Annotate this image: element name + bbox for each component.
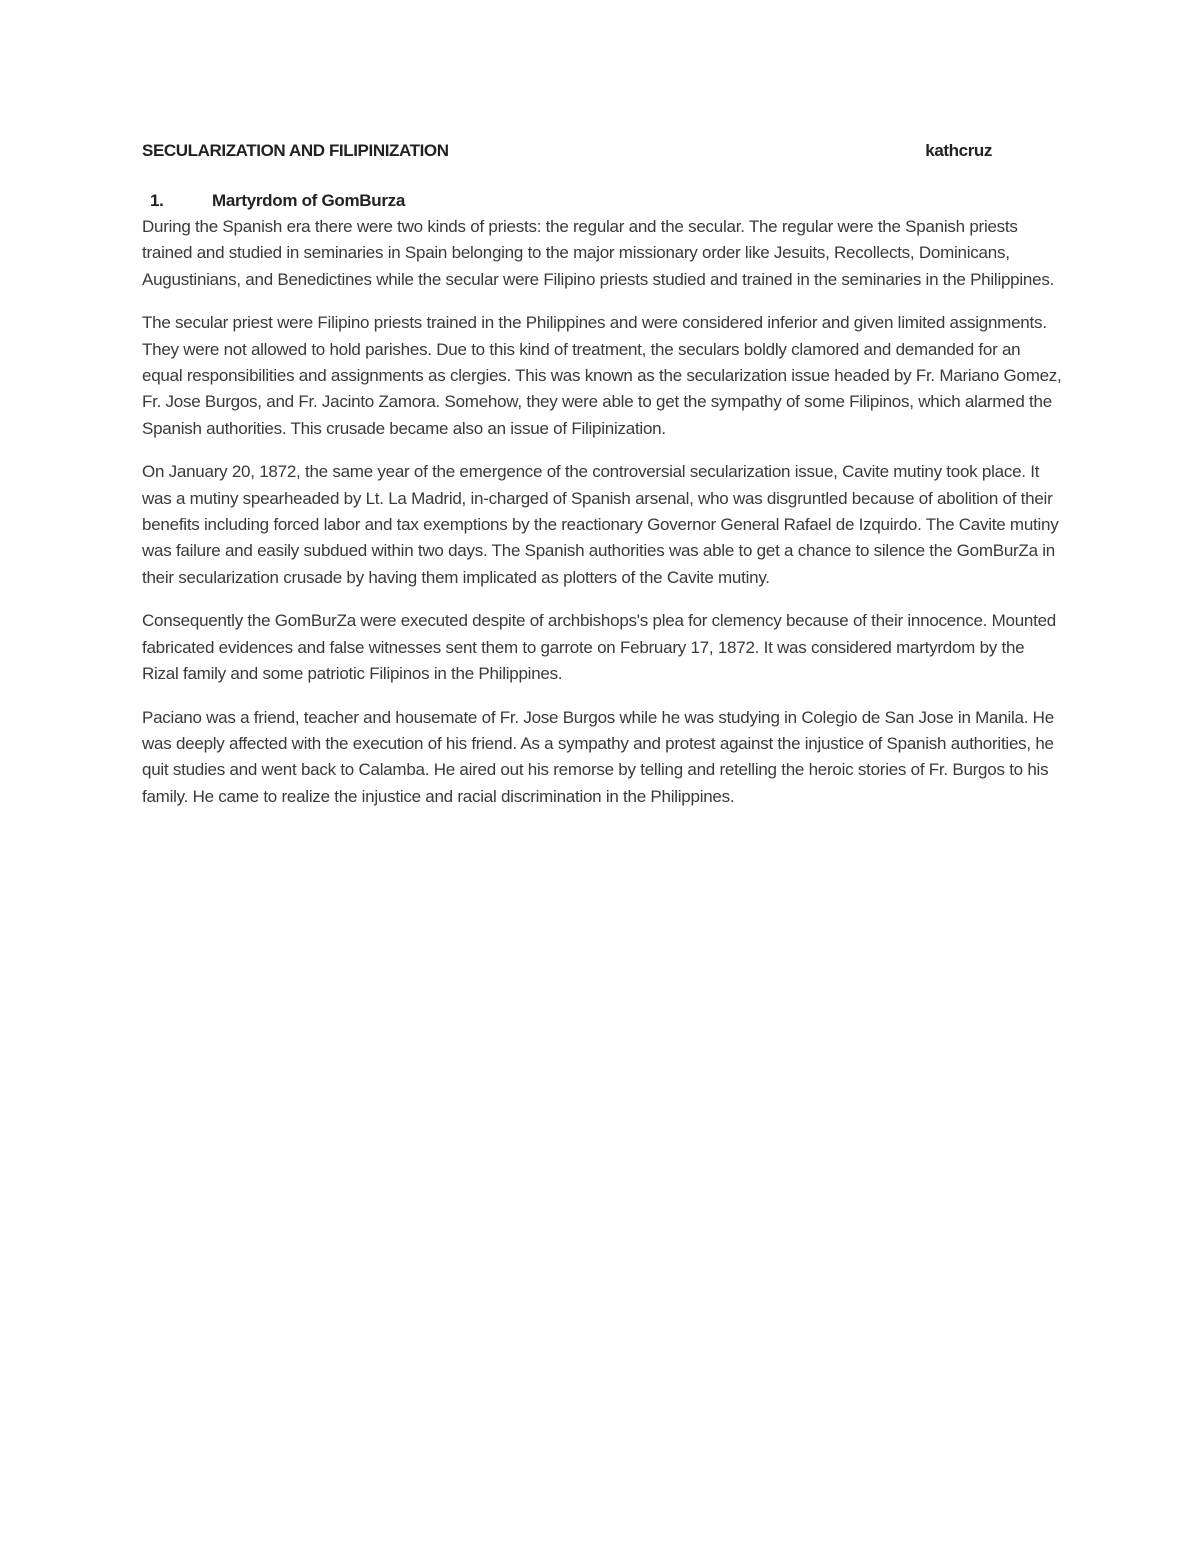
document-title: SECULARIZATION AND FILIPINIZATION <box>142 141 449 160</box>
section-number: 1. <box>150 191 164 210</box>
paragraph-5: Paciano was a friend, teacher and housemate of Fr. Jose Burgos while he was studying in Colegio de San Jose in Manila. He was deeply affected with the execution of his friend. As a sympathy and protest against the injustice of Spanish authorities, he quit studies and went back to Calamba. He aired out his remorse by telling and retelling the heroic stories of Fr. Burgos to his family. He came to realize the injustice and racial discrimination in the Philippines. <box>142 707 1054 806</box>
section-heading <box>150 191 405 211</box>
paragraph-4: Consequently the GomBurZa were executed despite of archbishops's plea for clemency because of their innocence. Mounted fabricated evidences and false witnesses sent them to garrote on February 17, 1872. It was considered martyrdom by the Rizal family and some patriotic Filipinos in the Philippines. <box>142 611 1057 684</box>
paragraph-2: The secular priest were Filipino priests trained in the Philippines and were considered inferior and given limited assignments. They were not allowed to hold parishes. Due to this kind of treatment, the seculars boldly clamored and demanded for an equal responsibilities and assignments as clergies. This was known as the secularization issue headed by Fr. Mariano Gomez, Fr. Jose Burgos, and Fr. Jacinto Zamora. Somehow, they were able to get the sympathy of some Filipinos, which alarmed the Spanish authorities. This crusade became also an issue of Filipinization. <box>142 313 1062 438</box>
paragraph-1: During the Spanish era there were two kinds of priests: the regular and the secular. The regular were the Spanish priests trained and studied in seminaries in Spain belonging to the major missionary order like Jesuits, Recollects, Dominicans, Augustinians, and Benedictines while the secular were Filipino priests studied and trained in the seminaries in the Philippines. <box>142 217 1055 289</box>
paragraph-3: On January 20, 1872, the same year of the emergence of the controversial secularization issue, Cavite mutiny took place. It was a mutiny spearheaded by Lt. La Madrid, in-charged of Spanish arsenal, who was disgruntled because of abolition of their benefits including forced labor and tax exemptions by the reactionary Governor General Rafael de Izquirdo. The Cavite mutiny was failure and easily subdued within two days. The Spanish authorities was able to get a chance to silence the GomBurZa in their secularization crusade by having them implicated as plotters of the Cavite mutiny. <box>142 462 1059 587</box>
section-title: Martyrdom of GomBurza <box>212 191 405 210</box>
author-name: kathcruz <box>925 141 992 160</box>
document-header <box>142 141 992 165</box>
document-body <box>142 214 1062 827</box>
